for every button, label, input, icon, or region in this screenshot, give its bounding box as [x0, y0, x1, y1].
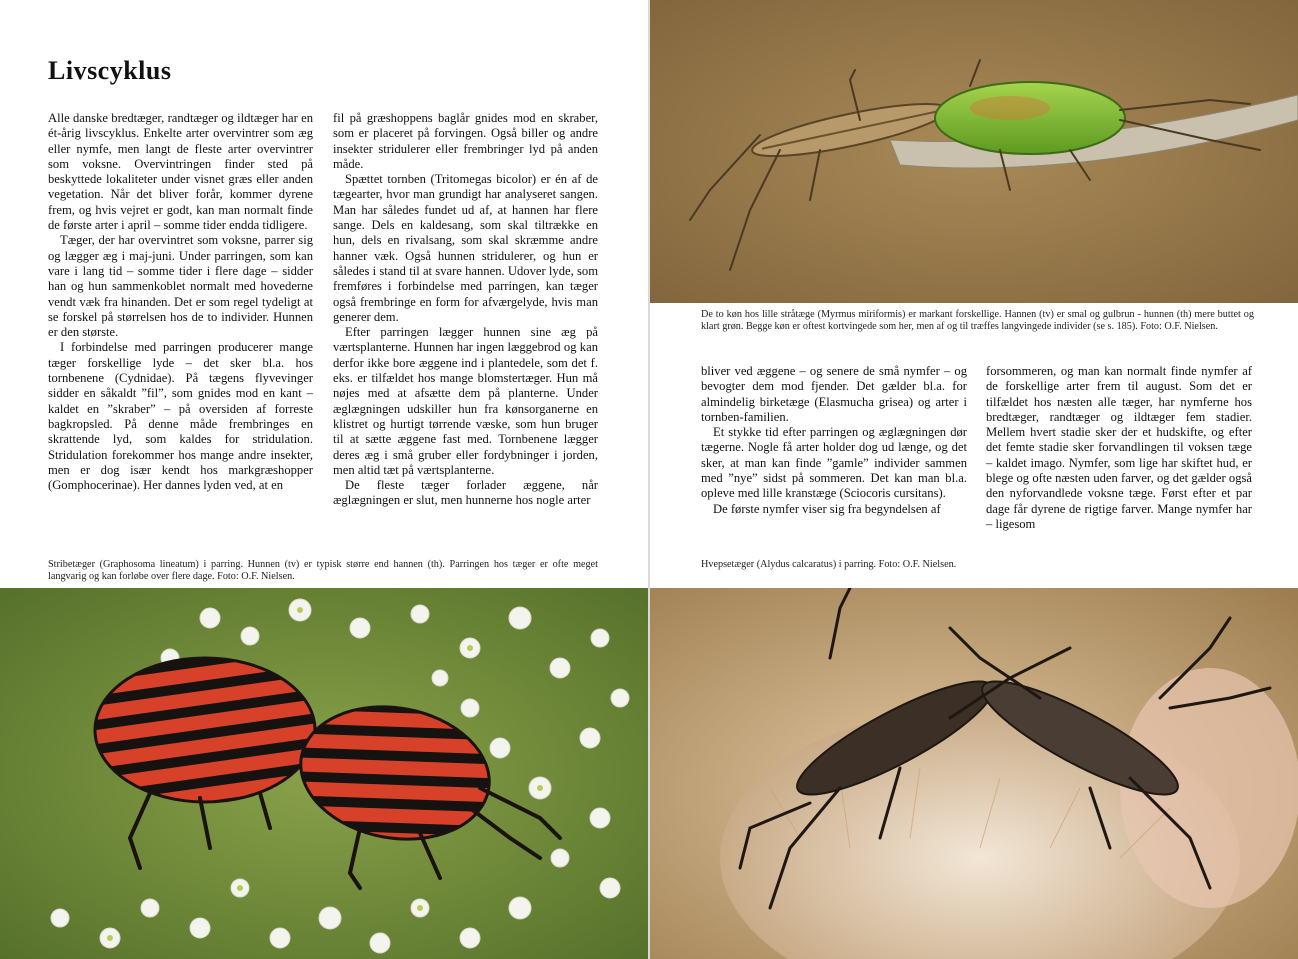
text-column-2: [333, 111, 598, 509]
photo-myrmus-miriformis: [650, 0, 1298, 303]
paragraph: Tæger, der har overvintret som voksne, parrer sig og lægger æg i maj-juni. Under parringen, som kan vare i lang tid – somme tider i flere dage – sidder han og hun sammenkoblet normalt med hovederne vendt væk fra hinanden. Det er som regel tydeligt at se forskel på størrelsen hos de to individer. Hunnen er den største.: [48, 233, 313, 340]
photo-graphosoma-lineatum: [0, 588, 648, 959]
paragraph: I forbindelse med parringen producerer mange tæger forskellige lyde – det sker bl.a. hos tornbenene (Cydnidae). På tægens flyvevinger sidder en såkaldt ”fil”, som gnides mod en kant – kaldet en ”skraber” – på oversiden af forreste bagkropsled. På denne måde frembringes en skrattende lyd, som kaldes for stridulation. Stridulation forekommer hos mange andre insekter, men er dog især kendt hos markgræshopper (Gomphocerinae). Her dannes lyden ved, at en: [48, 340, 313, 493]
caption-alydus: Hvepsetæger (Alydus calcaratus) i parring. Foto: O.F. Nielsen.: [701, 559, 957, 570]
paragraph: Spættet tornben (Tritomegas bicolor) er én af de tægearter, hvor man grundigt har analyseret sangen. Man har således fundet ud af, at hannen har flere sange. Dels en kaldesang, som skal tiltrække en hun, dels en rivalsang, som skal skræmme andre hanner væk. Også hunnen stridulerer, og hun er således i stand til at svare hannen. Udover lyde, som fremføres i forbindelse med parringen, kan tæger også frembringe en form for afværgelyde, hvis man generer dem.: [333, 172, 598, 324]
caption-myrmus: De to køn hos lille stråtæge (Myrmus miriformis) er markant forskellige. Hannen (tv) er smal og gulbrun - hunnen (th) mere buttet og klart grøn. Begge køn er oftest kortvingede som her, men af og til træffes langvingede individer (se s. 185). Foto: O.F. Nielsen.: [701, 309, 1254, 332]
paragraph: forsommeren, og man kan normalt finde nymfer af de forskellige arter frem til august. Som det er tilfældet hos næsten alle tæger, har nymferne hos bredtæger, randtæger og ildtæger fem stadier. Mellem hvert stadie sker der et hudskifte, og efter det femte stadie sker forvandlingen til voksen tæge – kaldet imago. Nymfer, som lige har skiftet hud, er blege og ofte næsten uden farver, og det gælder også den nyforvandlede voksne tæge. Først efter et par dage får dyrene de rigtige farver. Mange nymfer har – ligesom: [986, 364, 1252, 531]
photo-alydus-calcaratus: [650, 588, 1298, 959]
paragraph: De fleste tæger forlader æggene, når æglægningen er slut, men hunnerne hos nogle arter: [333, 478, 598, 508]
paragraph: bliver ved æggene – og senere de små nymfer – og bevogter dem mod fjender. Det gælder bl.a. for almindelig birketæge (Elasmucha grisea) og arter i tornben-familien.: [701, 364, 967, 424]
text-column-4: [986, 364, 1252, 532]
paragraph: De første nymfer viser sig fra begyndelsen af: [713, 501, 941, 516]
paragraph: fil på græshoppens baglår gnides mod en skraber, som er placeret på forvingen. Også biller og andre insekter stridulerer eller frembringer lyd på anden måde.: [333, 111, 598, 171]
caption-graphosoma: Stribetæger (Graphosoma lineatum) i parring. Hunnen (tv) er typisk større end hannen (th). Parringen hos tæger er ofte meget langvarig og kan forløbe over flere dage. Foto: O.F. Nielsen.: [48, 559, 598, 582]
text-column-3: [701, 364, 967, 517]
page-title: Livscyklus: [48, 56, 172, 85]
paragraph: Alle danske bredtæger, randtæger og ildtæger har en ét-årig livscyklus. Enkelte arter overvintrer som æg eller nymfe, men langt de fleste arter overvintrer som voksne. Overvintringen finder sted på beskyttede lokaliteter under visnet græs eller anden vegetation. Når det bliver forår, kommer dyrene frem, og hvis vejret er godt, kan man normalt finde de første arter i april – somme tider endda tidligere.: [48, 111, 313, 233]
text-column-1: [48, 111, 313, 493]
paragraph: Et stykke tid efter parringen og æglægningen dør tægerne. Nogle få arter holder dog ud længe, og det sker, at man kan finde ”gamle” individer sammen med ”nye” sidst på sommeren. Det kan man bl.a. opleve med lille kranstæge (Sciocoris cursitans).: [701, 425, 967, 501]
paragraph: Efter parringen lægger hunnen sine æg på værtsplanterne. Hunnen har ingen læggebrod og kan derfor ikke bore æggene ind i plantedele, som det f. eks. er tilfældet hos mange blomstertæger. Hun må nøjes med at afsætte dem på planterne. Under æglægningen udskiller hun fra kønsorganerne en klistret og hurtigt tørrende væske, som hun bruger til at sætte æggene fast med. Tornbenene lægger deres æg i små gruber eller fordybninger i jorden, men altid tæt på værtsplanterne.: [333, 325, 598, 477]
